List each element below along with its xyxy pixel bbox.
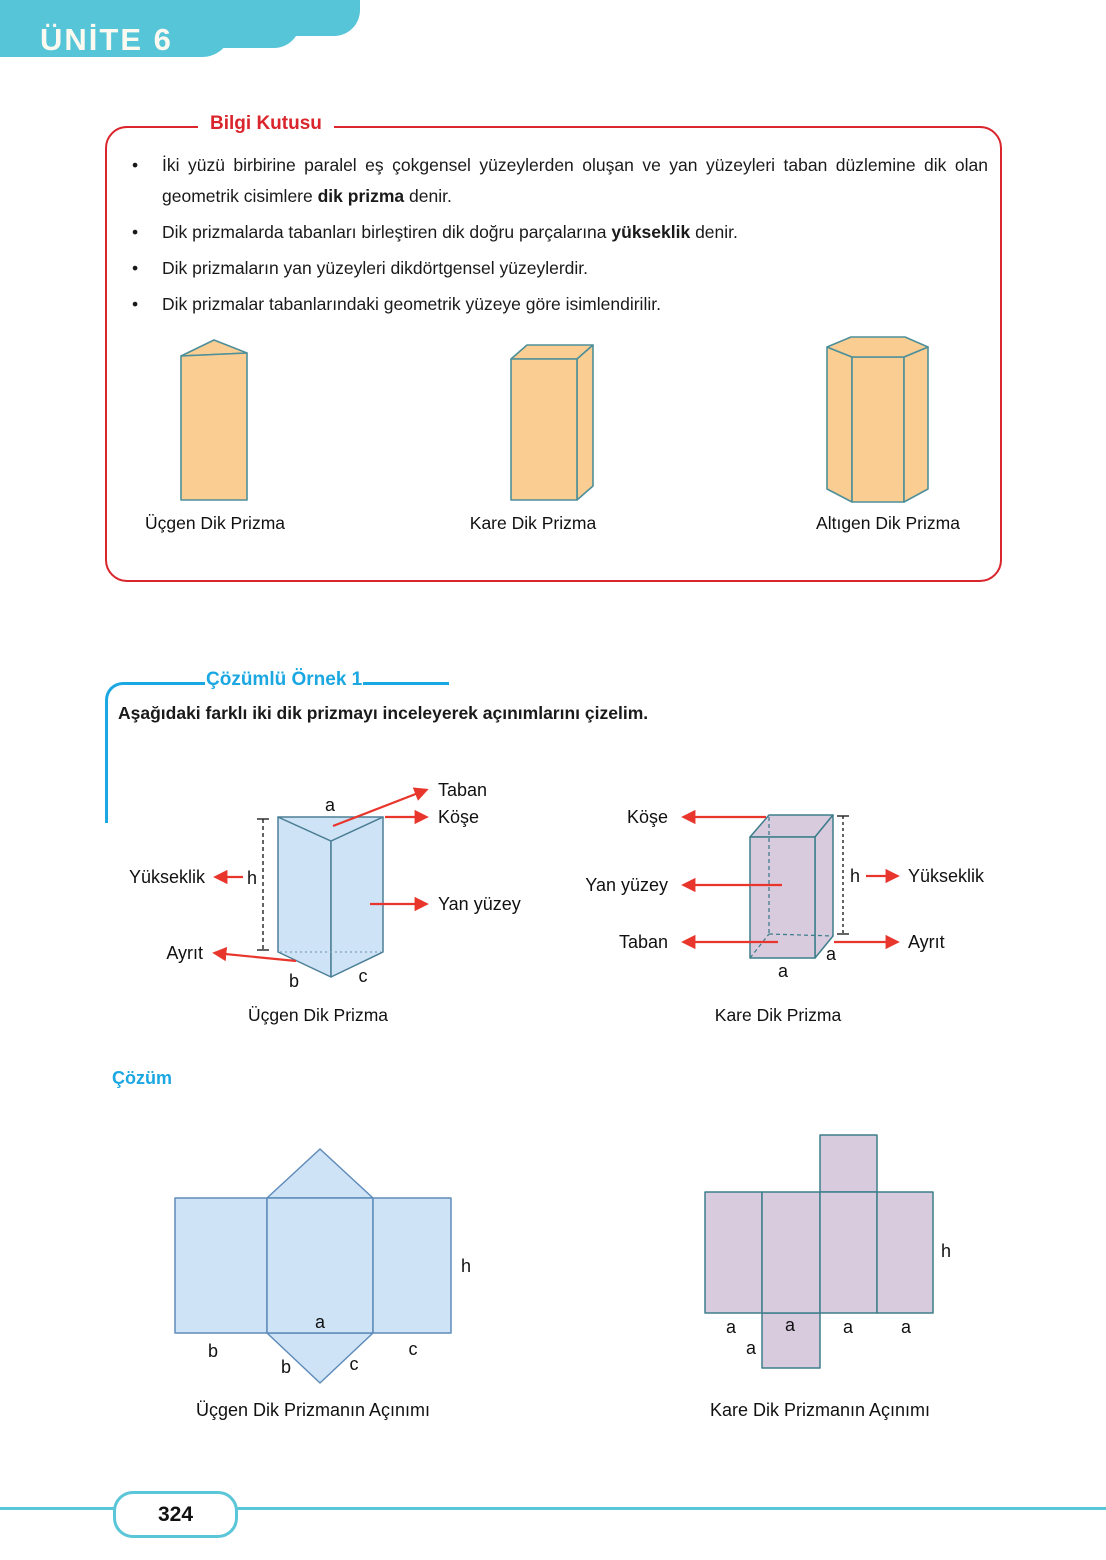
net-a4-label: a — [900, 1317, 912, 1337]
bullet-text — [162, 217, 996, 248]
net-b-tri-label: b — [280, 1357, 292, 1377]
kose-label: Köşe — [626, 807, 668, 827]
net-right-rect — [373, 1198, 451, 1333]
bullet-marker: • — [132, 258, 139, 278]
net-top-square — [820, 1135, 877, 1192]
height-guide — [837, 816, 849, 934]
net-c-label: c — [408, 1339, 418, 1359]
bullet-item — [128, 289, 996, 320]
yan-yuzey-label: Yan yüzey — [585, 875, 668, 895]
bullet-text — [162, 253, 996, 284]
edge-c-label: c — [358, 966, 368, 986]
net-col2 — [762, 1192, 820, 1313]
bullet-marker: • — [132, 222, 139, 242]
net-b-label: b — [207, 1341, 219, 1361]
sq-net-caption: Kare Dik Prizmanın Açınımı — [709, 1400, 931, 1420]
bullet-text-pre: Dik prizmalarda tabanları birleştiren dik doğru parçalarına — [162, 222, 612, 242]
prism-caption-triangular: Üçgen Dik Prizma — [144, 513, 286, 533]
triangular-net — [150, 1130, 490, 1395]
net-left-rect — [175, 1198, 267, 1333]
sq-diagram-caption: Kare Dik Prizma — [714, 1005, 842, 1025]
kose-label: Köşe — [438, 807, 480, 827]
bullet-text-post: denir. — [404, 186, 452, 206]
page-number-badge — [113, 1491, 238, 1538]
triangular-prism-figure — [181, 340, 247, 500]
square-prism-figure — [511, 345, 593, 500]
square-prism-diagram — [560, 760, 1020, 1010]
bullet-text-pre: İki yüzü birbirine paralel eş çokgensel yüzeylerden oluşan ve yan yüzeyleri taban düzlemine dik olan geometrik cisimlere — [162, 155, 988, 206]
bullet-text-post: denir. — [690, 222, 738, 242]
prism-caption-hexagonal: Altıgen Dik Prizma — [816, 513, 960, 533]
yan-yuzey-label: Yan yüzey — [438, 894, 521, 914]
net-col3 — [820, 1192, 877, 1313]
tri-diagram-caption: Üçgen Dik Prizma — [247, 1005, 389, 1025]
tri-net-caption: Üçgen Dik Prizmanın Açınımı — [195, 1400, 431, 1420]
bullet-text-pre: Dik prizmaların yan yüzeyleri dikdörtgensel yüzeylerdir. — [162, 258, 589, 278]
solution-title: Çözüm — [112, 1068, 172, 1088]
bullet-text-pre: Dik prizmalar tabanlarındaki geometrik yüzeye göre isimlendirilir. — [162, 294, 661, 314]
taban-label: Taban — [438, 780, 488, 800]
hexagonal-prism-figure — [827, 337, 928, 502]
square-prism-side-face — [577, 345, 593, 500]
ayrit-label: Ayrıt — [166, 943, 203, 963]
unit-title: ÜNİTE 6 — [40, 22, 173, 57]
prism-caption-square: Kare Dik Prizma — [469, 513, 597, 533]
bullet-text-bold: yükseklik — [611, 222, 691, 242]
triangular-prism-front-face — [181, 353, 247, 500]
tri-prism-left-face — [278, 817, 331, 977]
tri-prism-right-face — [331, 817, 383, 977]
net-h-label: h — [941, 1241, 952, 1261]
square-prism-front-face — [511, 359, 577, 500]
hex-prism-left-face — [827, 347, 852, 502]
triangular-prism-diagram — [100, 760, 560, 1010]
net-c-tri-label: c — [349, 1354, 359, 1374]
edge-b-label: b — [288, 971, 300, 991]
net-a5-label: a — [745, 1338, 756, 1358]
sq-prism-side-face — [815, 815, 833, 958]
yukseklik-label: Yükseklik — [908, 866, 985, 886]
page-number: 324 — [157, 1502, 194, 1526]
hex-prism-right-face — [904, 347, 928, 502]
info-box-bullets — [128, 150, 996, 325]
square-net — [680, 1130, 980, 1395]
net-col1 — [705, 1192, 762, 1313]
bullet-item — [128, 217, 996, 248]
edge-a-side-label: a — [825, 944, 837, 964]
bullet-text — [162, 150, 996, 212]
bullet-marker: • — [132, 155, 139, 175]
example-prompt: Aşağıdaki farklı iki dik prizmayı inceleyerek açınımlarını çizelim. — [118, 703, 649, 723]
edge-h-label: h — [850, 866, 861, 886]
example-title-rule — [363, 682, 449, 685]
prisms-illustration — [105, 330, 1000, 510]
net-col4 — [877, 1192, 933, 1313]
info-box-title: Bilgi Kutusu — [198, 113, 334, 135]
net-a-label: a — [314, 1312, 326, 1332]
net-h-label: h — [461, 1256, 472, 1276]
net-a1-label: a — [725, 1317, 737, 1337]
edge-h-label: h — [246, 868, 258, 888]
bullet-text — [162, 289, 996, 320]
bullet-marker: • — [132, 294, 139, 314]
net-a3-label: a — [842, 1317, 854, 1337]
bullet-item — [128, 253, 996, 284]
net-a2-label: a — [784, 1315, 796, 1335]
edge-a-label: a — [324, 795, 336, 815]
sq-prism-front-face — [750, 837, 815, 958]
yukseklik-label: Yükseklik — [128, 867, 205, 887]
edge-a-front-label: a — [777, 961, 789, 981]
bullet-item — [128, 150, 996, 212]
example-title: Çözümlü Örnek 1 — [206, 669, 363, 690]
hex-prism-front-face — [852, 357, 904, 502]
bullet-text-bold: dik prizma — [317, 186, 405, 206]
height-guide — [257, 819, 269, 950]
taban-label: Taban — [618, 932, 668, 952]
ayrit-label: Ayrıt — [908, 932, 945, 952]
net-top-triangle — [267, 1149, 373, 1198]
